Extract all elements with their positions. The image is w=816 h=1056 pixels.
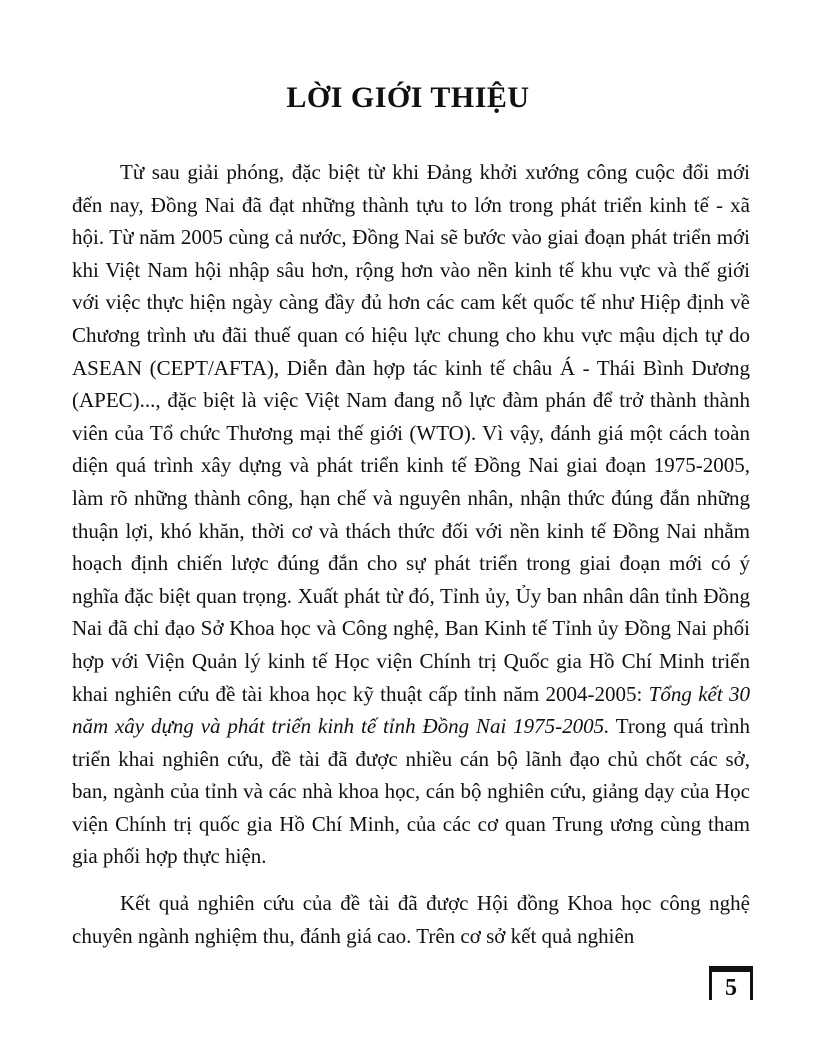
paragraph-1-part-2: Trong quá trình triển khai nghiên cứu, đề tài đã được nhiều cán bộ lãnh đạo chủ chốt các sở, ban, ngành của tỉnh và các nhà khoa học, cán bộ nghiên cứu, giảng dạy của Học viện Chính trị quốc gia Hồ Chí Minh, của các cơ quan Trung ương cùng tham gia phối hợp thực hiện. xyxy=(72,714,750,869)
project-title-italic: Tổng kết 30 năm xây dựng và phát triển kinh tế tỉnh Đồng Nai 1975-2005. xyxy=(72,681,751,739)
body-text xyxy=(72,156,750,952)
paragraph-1-part-1: Từ sau giải phóng, đặc biệt từ khi Đảng khởi xướng công cuộc đổi mới đến nay, Đồng Nai đã đạt những thành tựu to lớn trong phát triển kinh tế - xã hội. Từ năm 2005 cùng cả nước, Đồng Nai sẽ bước vào giai đoạn phát triển mới khi Việt Nam hội nhập sâu hơn, rộng hơn vào nền kinh tế khu vực và thế giới với việc thực hiện ngày càng đầy đủ hơn các cam kết quốc tế như Hiệp định về Chương trình ưu đãi thuế quan có hiệu lực chung cho khu vực mậu dịch tự do ASEAN (CEPT/AFTA), Diễn đàn hợp tác kinh tế châu Á - Thái Bình Dương (APEC)..., đặc biệt là việc Việt Nam đang nỗ lực đàm phán để trở thành thành viên của Tổ chức Thương mại thế giới (WTO). Vì vậy, đánh giá một cách toàn diện quá trình xây dựng và phát triển kinh tế Đồng Nai giai đoạn 1975-2005, làm rõ những thành công, hạn chế và nguyên nhân, nhận thức đúng đắn những thuận lợi, khó khăn, thời cơ và thách thức đối với nền kinh tế Đồng Nai nhằm hoạch định chiến lược đúng đắn cho sự phát triển trong giai đoạn mới có ý nghĩa đặc biệt quan trọng. Xuất phát từ đó, Tỉnh ủy, Ủy ban nhân dân tỉnh Đồng Nai đã chỉ đạo Sở Khoa học và Công nghệ, Ban Kinh tế Tỉnh ủy Đồng Nai phối hợp với Viện Quản lý kinh tế Học viện Chính trị Quốc gia Hồ Chí Minh triển khai nghiên cứu đề tài khoa học kỹ thuật cấp tỉnh năm 2004-2005: xyxy=(72,160,750,706)
page-title: LỜI GIỚI THIỆU xyxy=(286,81,530,115)
paragraph-1 xyxy=(72,156,750,873)
paragraph-2: Kết quả nghiên cứu của đề tài đã được Hội đồng Khoa học công nghệ chuyên ngành nghiệm thu, đánh giá cao. Trên cơ sở kết quả nghiên xyxy=(72,891,750,948)
page-number: 5 xyxy=(709,966,753,1000)
